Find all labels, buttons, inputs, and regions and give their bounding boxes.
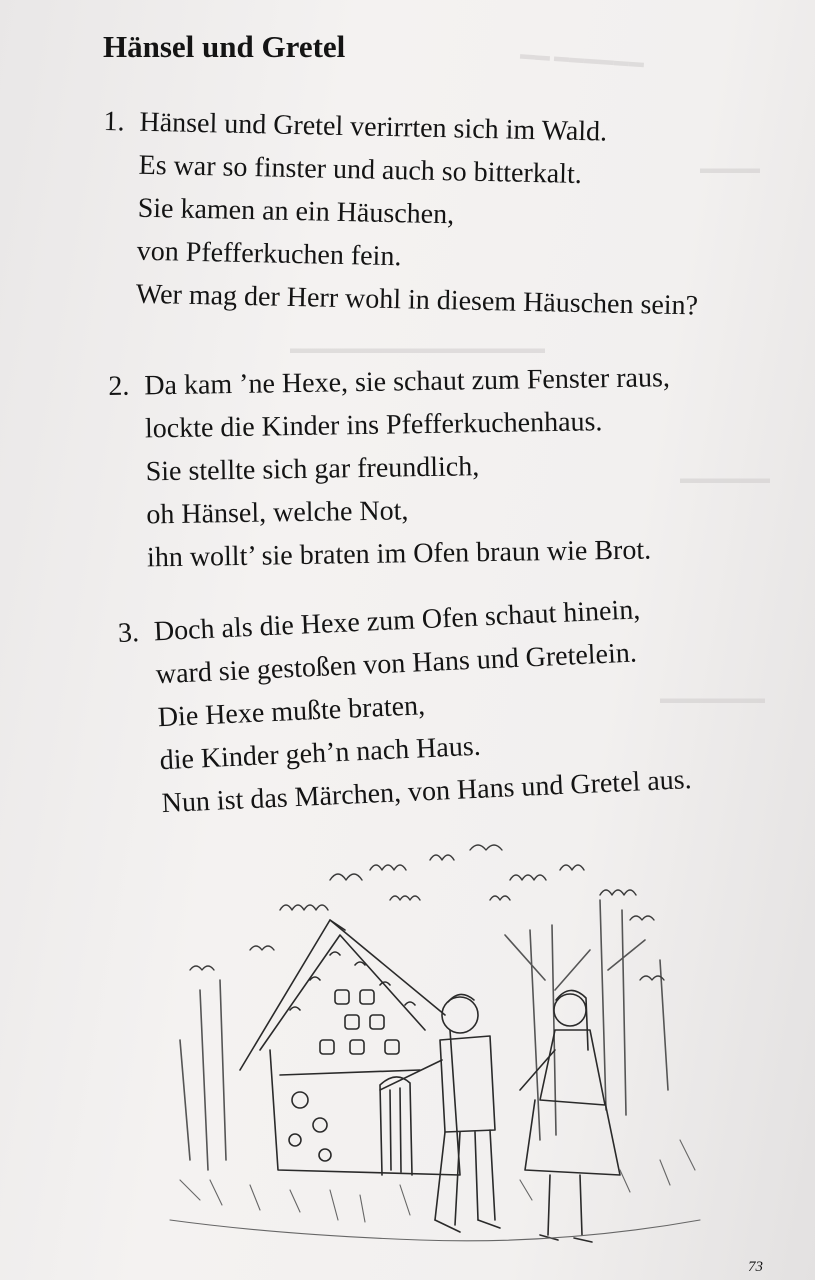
verse-line: die Kinder geh’n nach Haus. xyxy=(159,730,482,777)
verse-3 xyxy=(117,586,693,826)
page-title: Hänsel und Gretel xyxy=(103,28,346,64)
verse-line: Nun ist das Märchen, von Hans und Gretel aus. xyxy=(161,764,693,820)
ground-grass xyxy=(170,1140,700,1241)
foliage xyxy=(190,845,664,980)
verse-line: Sie stellte sich gar freundlich, xyxy=(145,451,480,488)
verse-number: 1. xyxy=(103,105,125,138)
bleed-through-text: ▬▬ ▬▬▬▬▬▬ xyxy=(519,45,645,72)
verse-line: 1. Hänsel und Gretel verirrten sich im Wald. xyxy=(103,100,702,156)
page-number: 73 xyxy=(748,1259,763,1275)
verse-line: 3. Doch als die Hexe zum Ofen schaut hinein, xyxy=(117,586,685,655)
forest-trees xyxy=(180,900,668,1170)
verse-line: ihn wollt’ sie braten im Ofen braun wie Brot. xyxy=(146,534,652,574)
gingerbread-house-illustration xyxy=(160,840,720,1280)
verse-line: Die Hexe mußte braten, xyxy=(157,690,426,734)
verse-line: Wer mag der Herr wohl in diesem Häuschen sein? xyxy=(135,278,699,322)
verse-line: Es war so finster und auch so bitterkalt. xyxy=(138,149,583,191)
haensel-figure xyxy=(380,994,500,1232)
verse-line: ward sie gestoßen von Hans und Gretelein. xyxy=(155,637,638,691)
verse-line: lockte die Kinder ins Pfefferkuchenhaus. xyxy=(144,406,603,445)
bleed-through-text: ▬▬▬▬▬▬▬▬▬▬▬▬▬▬▬▬▬ xyxy=(290,340,545,357)
bleed-through-text: ▬▬▬▬▬▬ xyxy=(680,470,770,487)
bleed-through-text: ▬▬▬▬ xyxy=(700,160,760,177)
verse-line: oh Hänsel, welche Not, xyxy=(146,495,409,531)
verse-1 xyxy=(99,100,702,327)
verse-line: von Pfefferkuchen fein. xyxy=(136,235,402,273)
verse-line: Sie kamen an ein Häuschen, xyxy=(137,192,455,231)
bleed-through-text: ▬▬▬▬▬▬▬ xyxy=(660,690,765,707)
verse-line: 2. Da kam ’ne Hexe, sie schaut zum Fenster raus, xyxy=(108,356,670,408)
verse-number: 2. xyxy=(108,370,130,402)
verse-number: 3. xyxy=(117,617,140,649)
gingerbread-house xyxy=(240,920,460,1175)
verse-2 xyxy=(108,356,673,580)
